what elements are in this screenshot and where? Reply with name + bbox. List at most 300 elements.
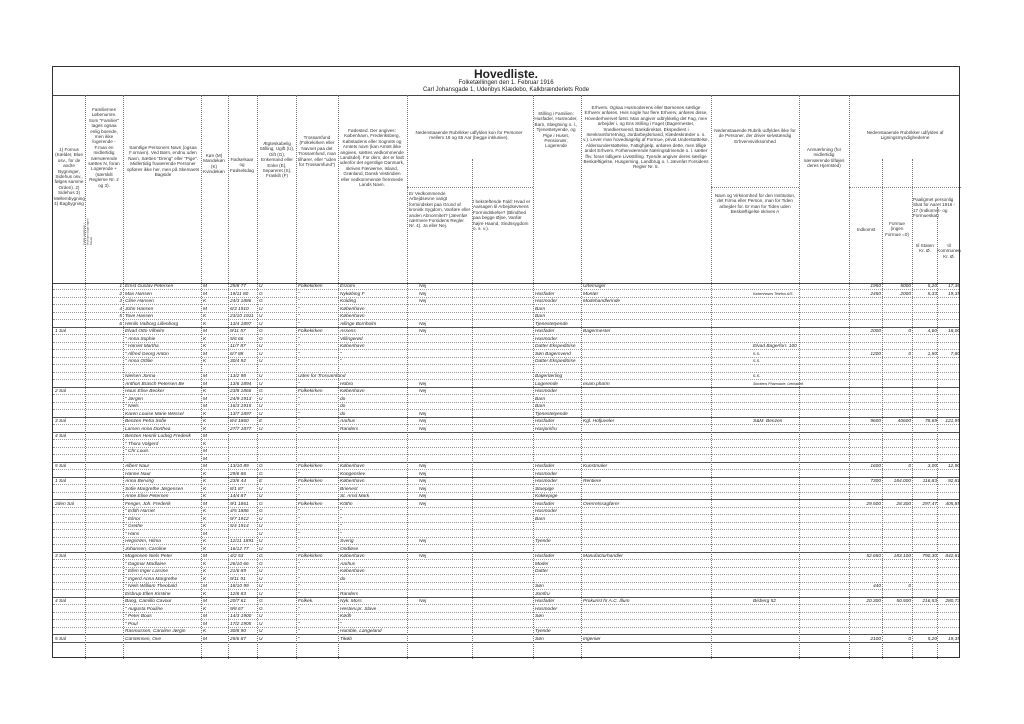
cell-pos: Barn — [535, 314, 546, 319]
cell-bp: Hesterv.pr. Slave — [340, 606, 377, 612]
cell-b: 9/11 57 — [230, 329, 246, 334]
cell-occ: Bagermester — [583, 329, 611, 334]
cell-m: U — [259, 404, 263, 409]
cell-g: M — [203, 501, 207, 507]
table-row — [53, 463, 959, 470]
table-row — [53, 388, 959, 395]
table-row — [53, 606, 959, 613]
census-rows — [53, 283, 959, 659]
cell-st: 4,60 — [927, 329, 937, 334]
cell-name: Sofie Margrethe Jørgensen — [125, 486, 184, 492]
table-row — [53, 321, 959, 328]
cell-rel: " — [298, 396, 300, 402]
table-row — [53, 553, 959, 560]
cell-b: 18/10 99 — [230, 584, 249, 589]
cell-name: " Niels — [125, 404, 139, 409]
table-row — [53, 291, 959, 298]
table-row — [53, 306, 959, 313]
cell-g: M — [203, 351, 207, 357]
header-employer: Navn og Virksomhed for den Institution, det Firma eller Person, man for Tiden arbejder for. Er man for Tiden uden Beskæftigelse skrives A — [714, 193, 796, 215]
cell-mu: 92,81 — [947, 479, 960, 484]
table-row — [53, 418, 959, 425]
cell-inc: 1200 — [870, 351, 881, 357]
cell-rel: Folkekirken — [298, 479, 323, 484]
cell-rel: " — [298, 561, 300, 567]
cell-g: M — [203, 456, 207, 462]
cell-m: U — [259, 381, 263, 387]
cell-pos: Husfader — [535, 554, 555, 559]
cell-rel: " — [298, 524, 300, 529]
cell-name: " Peter Boas — [125, 614, 152, 619]
cell-form: 2000 — [900, 291, 911, 297]
table-row — [53, 411, 959, 418]
cell-m: U — [259, 344, 263, 349]
cell-pos: Husfader — [535, 291, 555, 297]
cell-bp: København — [340, 554, 365, 559]
cell-m: E — [259, 479, 263, 484]
cell-bp: Assens — [340, 329, 356, 334]
cell-name: Fenger, Joh. Frederik — [125, 501, 171, 507]
cell-rel: Folkekirken — [298, 284, 323, 289]
cell-g: M — [203, 404, 207, 409]
cell-emp: Elvad Bagerforr. 100 — [753, 344, 797, 349]
cell-g: M — [203, 396, 207, 402]
cell-rel: " — [298, 299, 300, 304]
cell-b: 4/2 53 — [230, 554, 244, 559]
header-birthplace: Fødested. Der angives: København, Frederiksberg, Købstadens eller Sognets og Amtets navn (kan Amtet ikke angives, sættes vedkommende Landsdel). For dem, der er født udenfor det egentlige Danmark, skrives Færøerne, Island, Grønland, Dansk Vestindien eller vedkommende fremmede Lands Navn. — [339, 128, 405, 188]
cell-form: 184.000 — [893, 479, 911, 484]
cell-g: M — [203, 329, 207, 334]
cell-bp: Tikøb — [340, 636, 352, 642]
cell-m: U — [259, 584, 263, 589]
cell-name: Carstensen, Ove — [125, 636, 161, 642]
cell-bp: København — [340, 306, 365, 312]
cell-g: K — [203, 576, 207, 582]
cell-m: U — [259, 524, 263, 529]
cell-b: 8/1 87 — [230, 486, 244, 492]
cell-inc: 20.300 — [866, 599, 881, 604]
cell-pos: Husfader — [535, 419, 555, 424]
cell-pos: Husmoder — [535, 509, 558, 514]
cell-m: E — [259, 419, 263, 424]
cell-bp: do — [340, 396, 346, 402]
header-wealth: Formue (ingen Formue =0) — [885, 221, 909, 237]
cell-bp: Esromi — [340, 284, 355, 289]
cell-m: U — [259, 396, 263, 402]
cell-g: M — [203, 291, 207, 297]
cell-pos: Husmoder — [535, 389, 558, 394]
cell-dis: Nej — [419, 471, 427, 477]
cell-form: 183.100 — [893, 554, 911, 559]
cell-b: 12/11 1891 — [230, 539, 254, 544]
cell-pos: Barn — [535, 404, 546, 409]
cell-occ: Kunstmaler — [583, 464, 608, 469]
cell-name: Larsen Anna Dorthea — [125, 426, 171, 432]
cell-pos: Datter Ekspeditrise — [535, 344, 576, 349]
cell-g: K — [203, 426, 207, 432]
cell-b: 11/7 87 — [230, 344, 246, 349]
cell-g: K — [203, 321, 207, 327]
cell-b: 21/6 89 — [230, 569, 247, 574]
cell-name: " Ingerd Anna Margrethe — [125, 576, 178, 582]
cell-dis: Nej — [419, 486, 427, 492]
cell-mu: 18,00 — [947, 329, 960, 334]
cell-rel: " — [298, 509, 300, 514]
cell-rel: " — [298, 584, 300, 589]
header-rubrik-age: Nedenstaaende Rubrikker udfyldes kun for Personer mellem 18 og 65 Aar (begge inklusive). — [415, 130, 523, 141]
cell-st: 1,50 — [927, 351, 937, 357]
cell-bp: " — [340, 509, 342, 514]
cell-occ: Montør — [583, 291, 599, 297]
cell-rel: Folkekirken — [298, 501, 323, 507]
cell-rel: Folkekirken — [298, 464, 323, 469]
cell-pos: Husmoder — [535, 471, 558, 477]
cell-rel: " — [298, 344, 300, 349]
cell-bp: do — [340, 411, 346, 417]
cell-pos: Husmoder — [535, 336, 558, 342]
cell-f: 4 Sal — [55, 599, 66, 604]
cell-m: U — [259, 351, 263, 357]
cell-f: 1 Sal — [55, 479, 66, 484]
cell-rel: " — [298, 591, 300, 597]
cell-name: " Chr Louis — [125, 449, 149, 454]
cell-name: " Ellen Inger Larsine — [125, 569, 169, 574]
cell-rel: " — [298, 381, 300, 387]
cell-m: G — [259, 606, 263, 612]
cell-fam: 4 — [119, 306, 122, 312]
cell-m: U — [259, 426, 263, 432]
table-row — [53, 531, 959, 538]
cell-rel: " — [298, 606, 300, 612]
header-birthdate: Fødselsaar og Fødselsdag — [229, 157, 254, 173]
cell-rel: Folkekirken — [298, 389, 323, 394]
cell-name: Johansen, Caroline — [125, 546, 167, 552]
cell-bp: Kongenslev — [340, 471, 366, 477]
cell-form: 28.300 — [896, 501, 911, 507]
table-row — [53, 366, 959, 373]
cell-m: U — [259, 539, 263, 544]
cell-rel: " — [298, 539, 300, 544]
table-row — [53, 583, 959, 590]
cell-mu: 121,95 — [945, 419, 960, 424]
cell-rel: " — [298, 531, 300, 537]
cell-dis: Nej — [419, 419, 427, 424]
cell-rel: " — [298, 336, 300, 342]
cell-pos: Moder — [535, 561, 549, 567]
table-row — [53, 478, 959, 485]
table-row — [53, 493, 959, 500]
cell-name: " Harriet Martha — [125, 344, 159, 349]
cell-rel: " — [298, 471, 300, 477]
cell-g: K — [203, 516, 207, 522]
cell-m: U — [259, 636, 263, 642]
cell-b: 9/7 1912 — [230, 516, 249, 522]
cell-inc: 2450 — [870, 291, 881, 297]
cell-mu: 12,90 — [947, 464, 960, 469]
cell-m: G — [259, 336, 263, 342]
cell-rel: " — [298, 411, 300, 417]
cell-inc: 2000 — [870, 329, 881, 334]
cell-g: K — [203, 419, 207, 424]
cell-name: Henils Valborg Lillenborg — [125, 321, 179, 327]
cell-b: 26/10 66 — [230, 561, 249, 567]
cell-bp: Nyk. Mors — [340, 599, 362, 604]
cell-m: U — [259, 546, 263, 552]
cell-mu: 7,80 — [950, 351, 960, 357]
cell-rel: " — [298, 546, 300, 552]
cell-b: 29/6 86 — [230, 471, 247, 477]
cell-dis: Nej — [419, 389, 427, 394]
table-row — [53, 373, 959, 380]
table-row — [53, 396, 959, 403]
cell-b: 27/7 1877 — [230, 426, 252, 432]
cell-inc: 2100 — [870, 636, 881, 642]
cell-g: K — [203, 299, 207, 304]
cell-st: 216,53 — [922, 599, 937, 604]
header-income: Indkomst — [856, 227, 876, 232]
cell-occ: Manufacturhandler — [583, 554, 623, 559]
cell-bp: Kødh — [340, 614, 352, 619]
cell-b: 6/7 88 — [230, 351, 244, 357]
cell-b: 13/4 1897 — [230, 321, 252, 327]
cell-rel: " — [298, 404, 300, 409]
cell-bp: København — [340, 389, 365, 394]
cell-inc: 1950 — [870, 284, 881, 289]
cell-st: 5,20 — [927, 636, 937, 642]
cell-b: 20/7 61 — [230, 599, 247, 604]
cell-bp: " — [340, 524, 342, 529]
cell-g: K — [203, 606, 207, 612]
cell-pos: Husmoder — [535, 606, 558, 612]
cell-g: M — [203, 636, 207, 642]
table-row — [53, 403, 959, 410]
cell-dis: Nej — [419, 411, 427, 417]
cell-rel: " — [298, 419, 300, 424]
cell-bp: Randers — [340, 591, 359, 597]
header-tax-state: til Staten Kr. Ø. — [916, 243, 934, 254]
cell-b: 25/8 77 — [230, 284, 247, 289]
cell-g: M — [203, 374, 207, 379]
cell-name: " Elinor — [125, 516, 141, 522]
cell-pos: Søn — [535, 636, 544, 642]
cell-name: " Jørgen — [125, 396, 143, 402]
cell-emp: s.s. — [753, 351, 761, 357]
cell-g: K — [203, 539, 207, 544]
cell-pos: Datter — [535, 569, 549, 574]
cell-name: " Alfred Georg Anton — [125, 351, 169, 357]
cell-f: 4 Sal — [55, 434, 66, 439]
cell-name: " Edith Harriet — [125, 509, 155, 514]
cell-occ: Rentiere — [583, 479, 602, 484]
cell-bp: Köthn — [340, 501, 353, 507]
cell-b: 13/6 1894 — [230, 381, 252, 387]
table-row — [53, 516, 959, 523]
header-disability: Er Vedkommende Arbejdsevne varigt formindsket paa Grund af kronisk Sygdom, Vanføre eller anden Abnormitet? (Jævnfør nærmere Forsidens Regler Nr. 4). Ja eller Nej. — [409, 191, 471, 229]
cell-m: U — [259, 629, 263, 634]
table-row — [53, 358, 959, 365]
cell-g: M — [203, 381, 207, 387]
table-row — [53, 621, 959, 628]
cell-name: Cline Hansen — [125, 299, 154, 304]
cell-form: 0 — [908, 464, 911, 469]
cell-b: 23/8 1866 — [230, 389, 252, 394]
cell-name: Karen Louise Marie Wessel — [125, 411, 184, 417]
cell-b: 24/3 1886 — [230, 299, 252, 304]
cell-name: " Anna Ottilie — [125, 359, 153, 364]
table-row — [53, 508, 959, 515]
cell-b: 5/6 66 — [230, 336, 244, 342]
cell-m: U — [259, 306, 263, 312]
cell-m: G — [259, 291, 263, 297]
cell-pos: Tjenestetyende — [535, 411, 568, 417]
cell-pos: Husfader — [535, 464, 555, 469]
cell-pos: Barn — [535, 306, 546, 312]
header-names: Samtlige Personers Navn (ogsaa F.ornavn). Ved Børn, endnu uden Navn, Sættes "Dreng" eller "Pige". Midlertidig fraværende Personer opføres ikke her, men på Skemaets Bagside — [126, 145, 200, 178]
cell-m: U — [259, 569, 263, 574]
cell-bp: " — [340, 621, 342, 627]
cell-form: 0 — [908, 351, 911, 357]
cell-g: K — [203, 546, 207, 552]
cell-m: U — [259, 591, 263, 597]
header-family-number: Familiernes Løbenumre. Som "Familier" tages ogsaa enlig boende, men ikke logerende - F.man en midlertidig nærværende sættes N, foran Logerende + (særskilt Reglerne Nr. 2 og 3). — [88, 107, 120, 188]
cell-bp: Randers — [340, 426, 359, 432]
cell-occ: Urtemager — [583, 284, 606, 289]
cell-bp: Allinge Bornholm — [340, 321, 377, 327]
cell-bp: do — [340, 576, 346, 582]
cell-bp: " — [340, 531, 342, 537]
header-religion: Trossamfund (Folkekirken eller Navnet paa det Trossamfund, man tilhører, eller "uden for Trossamfund") — [297, 135, 337, 168]
cell-name: " Thora Valgerd — [125, 441, 159, 447]
cell-pos: Husfader — [535, 329, 555, 334]
cell-pos: Kokkepige — [535, 494, 558, 499]
cell-m: U — [259, 516, 263, 522]
cell-dis: Nej — [419, 284, 427, 289]
cell-name: Eisbrup Ellen Kirstine — [125, 591, 171, 597]
cell-emp: Københavns Telefon A/S — [753, 291, 793, 296]
header-family-position: Stilling i Familien: Husfader, Husmoder, Barn, Slægtning o. l., Tjenestetyende, og Pige i Huset, Pensionær, Logerende — [534, 111, 578, 149]
cell-bp: Nykøbing F — [340, 291, 365, 297]
cell-b: 30/8 90 — [230, 629, 247, 634]
cell-m: G — [259, 554, 263, 559]
cell-bp: København — [340, 314, 365, 319]
cell-emp: s.s. — [753, 374, 761, 379]
cell-b: 13/7 1897 — [230, 411, 252, 417]
cell-b: 17/2 1905 — [230, 621, 252, 627]
cell-bp: Brienest — [340, 486, 358, 492]
table-row — [53, 426, 959, 433]
cell-inc: 29.500 — [866, 501, 881, 507]
cell-rel: " — [298, 636, 300, 642]
cell-g: K — [203, 389, 207, 394]
cell-inc: 1600 — [870, 464, 881, 469]
cell-m: U — [259, 374, 263, 379]
cell-dis: Nej — [419, 494, 427, 499]
cell-form: 40600 — [897, 419, 911, 424]
cell-name: Anne Elise Petersen — [125, 494, 169, 499]
header-gender: Køn (M) Mandekøn (K) Kvindekøn — [203, 153, 225, 175]
cell-occ: Ingeniør — [583, 636, 601, 642]
cell-name: Hegstrøm, Hilma — [125, 539, 161, 544]
cell-m: G — [259, 561, 263, 567]
cell-emp: Storkens Pharmacie, Lierhabelt — [753, 381, 804, 386]
page-title: Hovedliste. — [473, 67, 539, 81]
cell-mu: 17,36 — [947, 284, 960, 289]
cell-bp: Sverig — [340, 539, 354, 544]
cell-pos: Søn — [535, 614, 544, 619]
table-row — [53, 328, 959, 335]
table-row — [53, 628, 959, 635]
header-tax: Paaligmet personlig Skat for Aaret 1916 - 17 (Indkomst- og Formueskat) — [913, 197, 956, 219]
cell-rel: " — [298, 321, 300, 327]
cell-m: G — [259, 299, 263, 304]
census-sheet — [52, 66, 960, 658]
header-remarks: Anmærkning (for midlertidig nærværende tilføjes deres Hjemsted) — [803, 147, 845, 169]
cell-form: 0 — [908, 329, 911, 334]
address-line: Carl Johansgade 1, Udenbys Klædebo, Kalkbrænderiets Rode — [422, 87, 590, 93]
header-rubrik-employer: Nedenstaaende Rubrik udfyldes ikke for de Personer, der driver selvstændig Erhvervsvirksomhed — [714, 128, 796, 144]
cell-f: 5 Sal — [55, 464, 66, 469]
cell-m: U — [259, 576, 263, 582]
cell-bp: København — [340, 464, 365, 469]
cell-bp: Ondløse — [340, 546, 359, 552]
cell-b: 6/3 1910 — [230, 306, 249, 312]
cell-g: M — [203, 434, 207, 439]
header-tax-municipality: til Kommunen Kr. Ø. — [937, 243, 961, 259]
cell-b: 5/4 1914 — [230, 524, 249, 529]
cell-rel: " — [298, 351, 300, 357]
cell-f: 1 Sal — [55, 329, 66, 334]
cell-g: K — [203, 344, 207, 349]
cell-f: 2 Sal — [55, 389, 66, 394]
cell-st: 5,33 — [927, 291, 937, 297]
cell-dis: Nej — [419, 321, 427, 327]
cell-pos: Barn — [535, 516, 546, 522]
cell-f: 3 Sal — [55, 554, 66, 559]
cell-name: Nielsen Jonna — [125, 374, 156, 379]
cell-rel: " — [298, 291, 300, 297]
cell-bp: København — [340, 344, 365, 349]
cell-m: G — [259, 329, 263, 334]
cell-g: K — [203, 314, 207, 319]
table-row — [53, 591, 959, 598]
cell-rel: " — [298, 614, 300, 619]
table-row — [53, 636, 959, 643]
table-row — [53, 343, 959, 350]
cell-m: U — [259, 494, 263, 499]
header-rubrik-tax: Nedenstaaende Rubrikker udfyldes af Ligningsmyndighederne — [866, 130, 944, 141]
table-row — [53, 456, 959, 463]
cell-name: Ernst Gustav Petersen — [125, 284, 174, 289]
table-row — [53, 486, 959, 493]
cell-m: U — [259, 284, 263, 289]
cell-name: " Anna Sophie — [125, 336, 156, 342]
cell-dis: Nej — [419, 381, 427, 387]
header-marital-status: Ægteskabelig Stilling, Ugift (U), Gift (G), Enkemand eller Enke (E), Separeret (S), Fraskilt (F) — [259, 141, 295, 179]
cell-m: U — [259, 614, 263, 619]
cell-form: 5000 — [900, 284, 911, 289]
cell-name: John Hansen — [125, 306, 154, 312]
cell-g: M — [203, 621, 207, 627]
cell-b: 19/11 80 — [230, 291, 249, 297]
cell-bp: København — [340, 479, 365, 484]
column-headers — [53, 95, 959, 284]
table-row — [53, 283, 959, 290]
cell-pos: Husmoder — [535, 479, 558, 484]
cell-b: 23/6 44 — [230, 479, 247, 484]
table-row — [53, 613, 959, 620]
cell-name: " Hans — [125, 531, 140, 537]
cell-name: " Dagmar Madlaine — [125, 561, 166, 567]
